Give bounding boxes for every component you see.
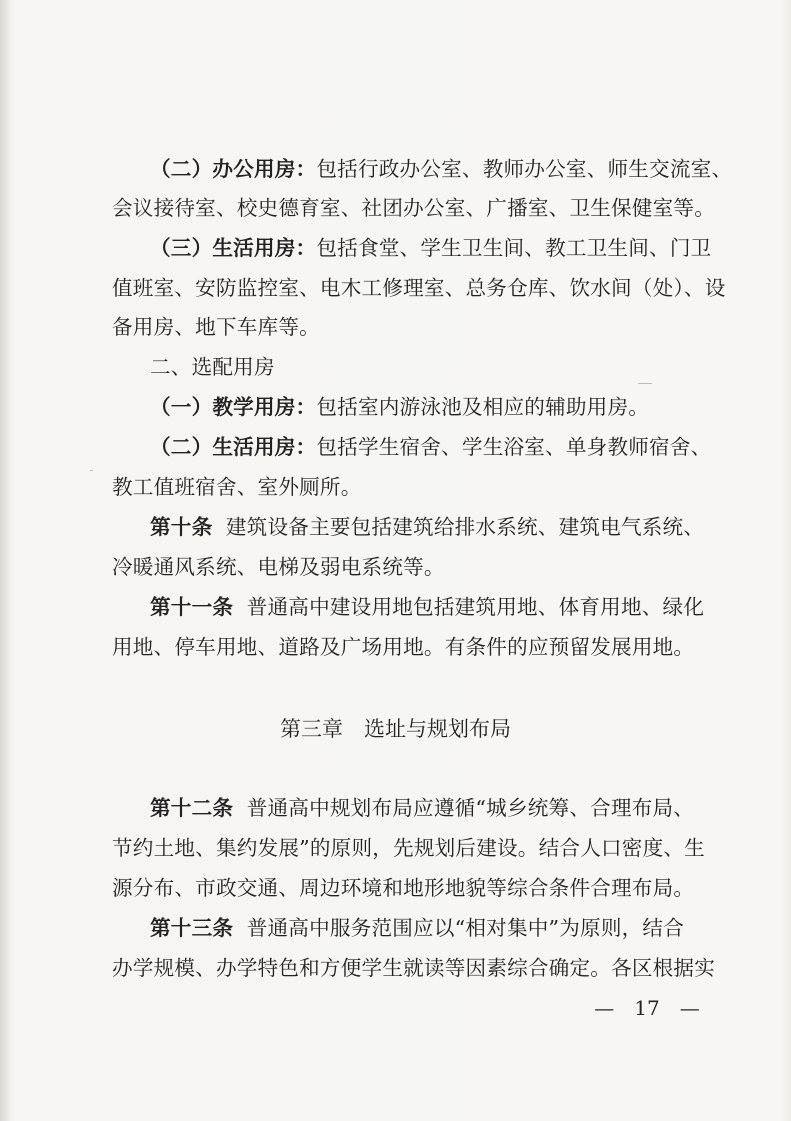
article-continuation: 用地、停车用地、道路及广场用地。有条件的应预留发展用地。	[112, 635, 695, 659]
paragraph-text: 包括学生宿舍、学生浴室、单身教师宿舍、	[316, 435, 712, 459]
article-label: 第十条	[150, 515, 213, 539]
paragraph-living-rooms-optional	[150, 432, 740, 462]
article-text: 普通高中服务范围应以“相对集中”为原则，结合	[246, 916, 685, 940]
article-11	[150, 592, 740, 622]
article-text: 普通高中规划布局应遵循“城乡统筹、合理布局、	[246, 796, 695, 820]
article-13	[150, 913, 740, 943]
paragraph-living-rooms	[150, 233, 740, 263]
page-number: — 17 —	[594, 996, 700, 1020]
article-continuation: 节约土地、集约发展”的原则，先规划后建设。结合人口密度、生	[112, 836, 705, 860]
paragraph-label: （二）办公用房：	[150, 157, 317, 181]
paragraph-continuation: 会议接待室、校史德育室、社团办公室、广播室、卫生保健室等。	[112, 196, 716, 220]
scan-edge-shadow	[0, 0, 10, 1121]
paragraph-label: （三）生活用房：	[150, 236, 317, 260]
paragraph-text: 包括食堂、学生卫生间、教工卫生间、门卫	[316, 236, 712, 260]
article-12	[150, 793, 740, 823]
article-10	[150, 512, 740, 542]
paragraph-text: 包括室内游泳池及相应的辅助用房。	[316, 395, 650, 419]
paragraph-label: （二）生活用房：	[150, 435, 317, 459]
paragraph-continuation: 教工值班宿舍、室外厕所。	[112, 475, 362, 499]
article-continuation: 冷暖通风系统、电梯及弱电系统等。	[112, 555, 445, 579]
article-text: 普通高中建设用地包括建筑用地、体育用地、绿化	[246, 595, 705, 619]
article-label: 第十二条	[150, 796, 234, 820]
paragraph-office-rooms	[150, 154, 740, 184]
scan-speck	[90, 470, 93, 471]
article-continuation: 办学规模、办学特色和方便学生就读等因素综合确定。各区根据实	[112, 956, 716, 980]
article-label: 第十三条	[150, 916, 234, 940]
article-label: 第十一条	[150, 595, 234, 619]
chapter-title: 第三章 选址与规划布局	[280, 717, 511, 741]
section-heading-optional-rooms: 二、选配用房	[150, 355, 275, 379]
paragraph-label: （一）教学用房：	[150, 395, 317, 419]
paragraph-teaching-rooms	[150, 392, 740, 422]
paragraph-continuation: 备用房、地下车库等。	[112, 315, 320, 339]
paragraph-text: 包括行政办公室、教师办公室、师生交流室、	[316, 157, 733, 181]
paragraph-continuation: 值班室、安防监控室、电木工修理室、总务仓库、饮水间（处）、设	[112, 276, 726, 300]
article-text: 建筑设备主要包括建筑给排水系统、建筑电气系统、	[225, 515, 705, 539]
scan-speck	[638, 383, 652, 384]
article-continuation: 源分布、市政交通、周边环境和地形地貌等综合条件合理布局。	[112, 876, 695, 900]
